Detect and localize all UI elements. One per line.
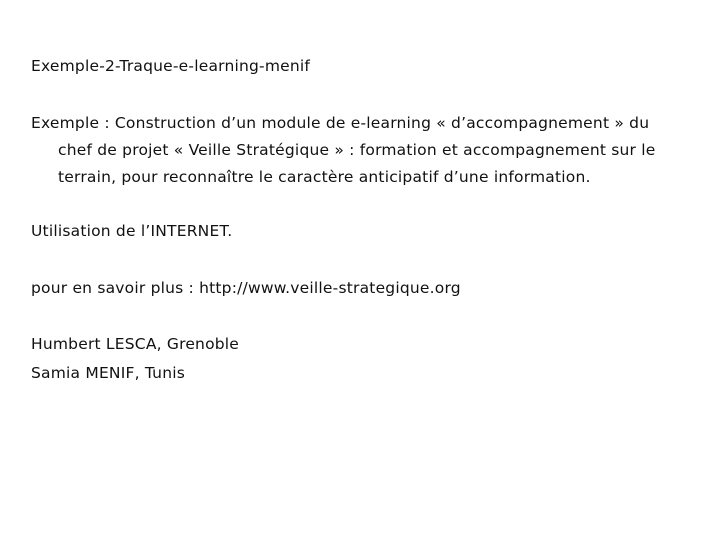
slide-title: Exemple-2-Traque-e-learning-menif [31,57,311,75]
description-line-3: terrain, pour reconnaître le caractère anticipatif d’une information. [58,168,591,186]
author-lesca: Humbert LESCA, Grenoble [31,335,240,353]
description-line-2: chef de projet « Veille Stratégique » : formation et accompagnement sur le [58,141,656,159]
more-info-link[interactable]: pour en savoir plus : http://www.veille-strategique.org [31,279,461,297]
description-line-1: Exemple : Construction d’un module de e-learning « d’accompagnement » du [31,114,650,132]
description-paragraph [31,110,691,191]
author-menif: Samia MENIF, Tunis [31,364,186,382]
usage-text: Utilisation de l’INTERNET. [31,222,233,240]
